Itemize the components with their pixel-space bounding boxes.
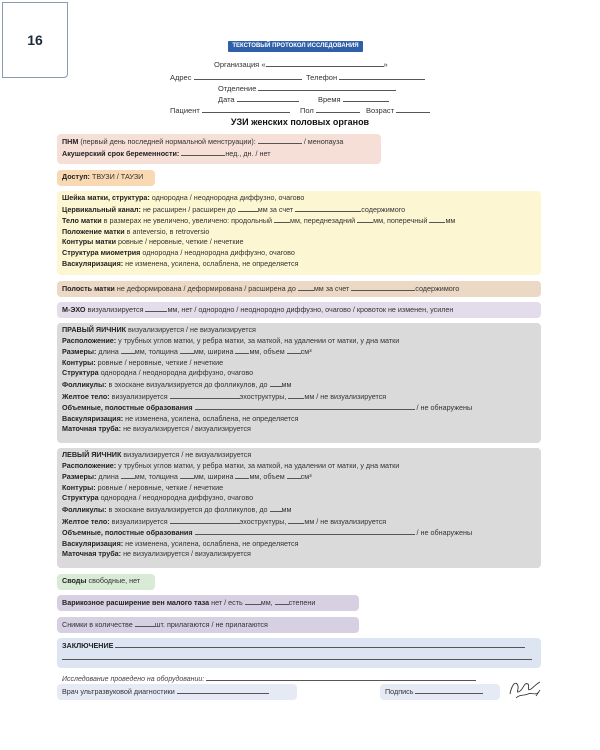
address-field[interactable] [170, 72, 302, 82]
ro-contours-value: ровные / неровные, четкие / нечеткие [97, 357, 224, 367]
fornices-label: Своды [62, 576, 87, 585]
lo-tube-value: не визуализируется / визуализируется [123, 549, 251, 559]
signature-field[interactable] [380, 684, 500, 700]
ro-size-b: мм, толщина [134, 347, 178, 357]
ro-vasc-row[interactable] [62, 414, 536, 425]
address-line [194, 72, 302, 80]
doctor-field[interactable] [57, 684, 297, 700]
ro-follicles-label: Фолликулы: [62, 379, 107, 389]
ro-follicles-end: мм [281, 379, 292, 389]
lo-structure-label: Структура [62, 493, 99, 503]
varicose-value: нет / есть [211, 598, 243, 607]
lo-size-line-2 [180, 471, 194, 479]
lo-contours-row[interactable] [62, 483, 536, 494]
lo-vasc-label: Васкуляризация: [62, 538, 124, 548]
ro-cl-label: Желтое тело: [62, 391, 110, 401]
varicose-degree-line [275, 597, 289, 605]
lo-structure-value: однородна / неоднородна диффузно, очагово [100, 493, 254, 503]
canal-value: не расширен / расширен до [142, 204, 236, 214]
conclusion-line-1 [115, 640, 525, 648]
ro-tube-label: Маточная труба: [62, 424, 122, 434]
ro-size-e: см³ [300, 347, 312, 357]
cavity-end: содержимого [415, 284, 460, 293]
canal-mm-line [238, 204, 258, 212]
phone-field[interactable] [306, 72, 425, 82]
varicose-mid: мм, [260, 598, 273, 607]
body-line-2 [357, 215, 373, 223]
lo-label-value: визуализируется / не визуализируется [123, 450, 252, 459]
lo-size-line-4 [287, 471, 301, 479]
body-row[interactable] [62, 215, 536, 227]
org-quote-close: » [383, 60, 388, 69]
org-label: Организация [214, 60, 260, 69]
lo-title-row[interactable] [62, 450, 536, 461]
fornices-value: свободные, нет [88, 576, 141, 585]
uterus-vasc-label: Васкуляризация: [62, 258, 124, 268]
age-line [396, 105, 430, 113]
lo-size-line-1 [121, 471, 135, 479]
lmp-label: ПНМ [62, 137, 79, 146]
ro-structure-value: однородна / неоднородна диффузно, очагово [100, 368, 254, 378]
signature-label: Подпись [385, 687, 414, 696]
ro-size-line-1 [121, 346, 135, 354]
ro-follicles-row[interactable] [62, 379, 536, 391]
sex-label: Пол [300, 106, 314, 115]
ro-contours-label: Контуры: [62, 357, 96, 367]
right-ovary-section [57, 323, 541, 443]
ro-mass-line [195, 402, 415, 410]
cavity-value: не деформирована / деформирована / расширена до [116, 284, 296, 293]
lo-location-value: у трубных углов матки, у ребра матки, за маткой, на удалении от матки, у дна матки [118, 460, 400, 470]
time-line [343, 94, 389, 102]
time-label: Время [318, 95, 341, 104]
ro-mass-row[interactable] [62, 402, 536, 414]
body-mm3: мм [445, 216, 456, 226]
cervix-label: Шейка матки, структура: [62, 193, 150, 202]
ro-title-row[interactable] [62, 325, 536, 336]
ro-vasc-label: Васкуляризация: [62, 413, 124, 423]
cavity-mid: мм за счет [313, 284, 350, 293]
lo-follicles-label: Фолликулы: [62, 504, 107, 514]
conclusion-line-2 [62, 652, 532, 660]
lo-size-c: мм, ширина [193, 472, 234, 482]
equipment-label: Исследование проведено на оборудовании: [62, 676, 205, 683]
ga-row[interactable] [62, 148, 376, 160]
cervix-row[interactable] [62, 193, 536, 204]
ro-tube-row[interactable] [62, 424, 536, 435]
ro-location-row[interactable] [62, 336, 536, 347]
body-value: в размерах не увеличено, увеличено: продольный [103, 216, 273, 226]
position-value: в antеversio, в retroversio [126, 226, 210, 236]
org-quote-open: « [261, 60, 266, 69]
ro-cl-mid: эхоструктуры, [239, 391, 287, 401]
lo-cl-line-2 [288, 516, 304, 524]
canal-label: Цервикальный канал: [62, 204, 141, 214]
lo-cl-value: визуализируется [111, 516, 168, 526]
lo-size-e: см³ [300, 472, 312, 482]
lo-vasc-value: не изменена, усилена, ослаблена, не определяется [125, 538, 299, 548]
lo-location-label: Расположение: [62, 460, 117, 470]
protocol-banner: ТЕКСТОВЫЙ ПРОТОКОЛ ИССЛЕДОВАНИЯ [228, 41, 363, 52]
lo-mass-label: Объемные, полостные образования [62, 528, 193, 538]
conclusion-section[interactable] [57, 638, 541, 668]
phone-label: Телефон [306, 73, 338, 82]
lo-mass-row[interactable] [62, 527, 536, 539]
body-label: Тело матки [62, 216, 102, 226]
lo-size-a: длина [98, 472, 119, 482]
varicose-section[interactable] [57, 595, 359, 611]
lo-contours-value: ровные / неровные, четкие / нечеткие [97, 482, 224, 492]
lo-vasc-row[interactable] [62, 539, 536, 550]
dept-label: Отделение [218, 84, 257, 93]
fornices-section[interactable] [57, 574, 155, 590]
varicose-end: степени [288, 598, 316, 607]
lo-cl-label: Желтое тело: [62, 516, 110, 526]
page-number: 16 [2, 2, 68, 78]
cavity-content-line [351, 283, 415, 291]
contours-value: ровные / неровные, четкие / нечеткие [118, 237, 244, 247]
ro-size-a: длина [98, 347, 119, 357]
equipment-field[interactable] [62, 673, 476, 683]
myometrium-value: однородна / неоднородна диффузно, очагово [142, 247, 295, 257]
doctor-label: Врач ультразвуковой диагностики [62, 687, 175, 696]
lmp-section [57, 134, 381, 164]
phone-line [339, 72, 425, 80]
patient-label: Пациент [170, 106, 200, 115]
ro-vasc-value: не изменена, усилена, ослаблена, не определяется [125, 413, 299, 423]
lo-label: ЛЕВЫЙ ЯИЧНИК [62, 450, 122, 459]
address-label: Адрес [170, 73, 192, 82]
ro-location-label: Расположение: [62, 335, 117, 345]
patient-line [202, 105, 290, 113]
age-field[interactable] [366, 105, 430, 115]
ro-cl-value: визуализируется [111, 391, 168, 401]
body-line-1 [274, 215, 290, 223]
lo-mass-line [195, 527, 415, 535]
access-label: Доступ: [62, 172, 90, 181]
org-line [266, 59, 384, 67]
ro-label-value: визуализируется / не визуализируется [128, 325, 256, 334]
body-mm1: мм, переднезадний [290, 216, 356, 226]
ro-size-c: мм, ширина [193, 347, 234, 357]
lo-structure-row[interactable] [62, 493, 536, 504]
canal-mid: мм за счет [257, 204, 294, 214]
date-label: Дата [218, 95, 235, 104]
ro-tube-value: не визуализируется / визуализируется [123, 424, 251, 434]
sex-line [316, 105, 360, 113]
lo-follicles-line [270, 504, 282, 512]
lo-cl-row[interactable] [62, 516, 536, 528]
department-field[interactable] [218, 83, 396, 93]
time-field[interactable] [318, 94, 389, 104]
date-field[interactable] [218, 94, 299, 104]
body-mm2: мм, поперечный [373, 216, 428, 226]
ro-cl-line-1 [170, 391, 240, 399]
ro-follicles-value: в эхосканe визуализируется до фолликулов, до [108, 379, 268, 389]
ro-cl-row[interactable] [62, 391, 536, 403]
canal-end: содержимого [361, 204, 406, 214]
images-attached-value: шт. прилагаются / не прилагаются [154, 620, 268, 629]
mecho-line [145, 304, 167, 312]
varicose-mm-line [245, 597, 261, 605]
ga-label: Акушерский срок беременности: [62, 148, 180, 158]
access-value: ТВУЗИ / ТАУЗИ [91, 172, 144, 181]
images-section[interactable] [57, 617, 359, 633]
ro-size-label: Размеры: [62, 347, 97, 357]
uterus-vasc-row[interactable] [62, 259, 536, 270]
lo-follicles-value: в эхосканe визуализируется до фолликулов, до [108, 504, 268, 514]
lo-follicles-row[interactable] [62, 504, 536, 516]
ro-location-value: у трубных углов матки, у ребра матки, за маткой, на удалении от матки, у дна матки [118, 335, 400, 345]
handwritten-signature [506, 672, 546, 702]
lo-cl-end: мм / не визуализируется [304, 516, 387, 526]
access-section[interactable] [57, 170, 155, 186]
ro-structure-row[interactable] [62, 368, 536, 379]
images-count-label: Снимки в количестве [62, 620, 133, 629]
ro-contours-row[interactable] [62, 358, 536, 369]
myometrium-row[interactable] [62, 248, 536, 259]
lo-size-b: мм, толщина [134, 472, 178, 482]
lo-cl-mid: эхоструктуры, [239, 516, 287, 526]
document-title: УЗИ женских половых органов [230, 117, 370, 127]
cavity-mm-line [298, 283, 314, 291]
lo-follicles-end: мм [281, 504, 292, 514]
ro-cl-end: мм / не визуализируется [304, 391, 387, 401]
doctor-line [177, 686, 269, 694]
mecho-label: М-ЭХО [62, 305, 86, 314]
mecho-mid: мм, нет / однородно / неоднородно диффузно, очагово / кровоток не изменен, усилен [167, 305, 454, 314]
mecho-section[interactable] [57, 302, 541, 318]
lo-tube-label: Маточная труба: [62, 549, 122, 559]
lo-size-label: Размеры: [62, 472, 97, 482]
ro-cl-line-2 [288, 391, 304, 399]
age-label: Возраст [366, 106, 395, 115]
dept-line [258, 83, 396, 91]
canal-content-line [295, 204, 361, 212]
patient-field[interactable] [170, 105, 290, 115]
ro-size-line-2 [180, 346, 194, 354]
cervix-value: однородна / неоднородна диффузно, очагово [151, 193, 305, 202]
lmp-row[interactable] [62, 136, 376, 148]
position-label: Положение матки [62, 226, 125, 236]
images-count-line [135, 619, 155, 627]
organization-field[interactable] [214, 59, 388, 69]
date-line [237, 94, 299, 102]
lmp-line [258, 136, 302, 144]
signature-line [415, 686, 483, 694]
uterus-vasc-value: не изменена, усилена, ослаблена, не определяется [125, 258, 299, 268]
uterus-section [57, 191, 541, 275]
varicose-label: Варикозное расширение вен малого таза [62, 598, 210, 607]
ro-size-line-3 [235, 346, 249, 354]
lo-size-row[interactable] [62, 471, 536, 483]
sex-field[interactable] [300, 105, 360, 115]
canal-row[interactable] [62, 204, 536, 216]
ro-mass-label: Объемные, полостные образования [62, 403, 193, 413]
body-line-3 [429, 215, 445, 223]
ro-follicles-line [270, 379, 282, 387]
ro-size-d: мм, объем [249, 347, 285, 357]
equipment-line [206, 673, 476, 681]
lo-contours-label: Контуры: [62, 482, 96, 492]
lo-size-line-3 [235, 471, 249, 479]
contours-label: Контуры матки [62, 237, 117, 247]
lo-tube-row[interactable] [62, 549, 536, 560]
myometrium-label: Структура миометрия [62, 247, 141, 257]
left-ovary-section [57, 448, 541, 568]
contours-row[interactable] [62, 237, 536, 248]
lmp-hint: (первый день последней нормальной менструации): [80, 137, 256, 146]
lo-location-row[interactable] [62, 461, 536, 472]
lo-size-d: мм, объем [249, 472, 285, 482]
ro-structure-label: Структура [62, 368, 99, 378]
lmp-suffix: / менопауза [303, 137, 344, 146]
ro-mass-end: / не обнаружены [416, 403, 473, 413]
ga-line [181, 148, 225, 156]
ro-size-line-4 [287, 346, 301, 354]
cavity-label: Полость матки [62, 284, 115, 293]
lo-mass-end: / не обнаружены [416, 528, 473, 538]
cavity-section[interactable] [57, 281, 541, 297]
position-row[interactable] [62, 227, 536, 238]
lo-cl-line-1 [170, 516, 240, 524]
mecho-value: визуализируется [87, 305, 144, 314]
ga-suffix: нед., дн. / нет [225, 148, 271, 158]
conclusion-label: ЗАКЛЮЧЕНИЕ [62, 641, 114, 650]
ro-size-row[interactable] [62, 346, 536, 358]
ro-label: ПРАВЫЙ ЯИЧНИК [62, 325, 127, 334]
